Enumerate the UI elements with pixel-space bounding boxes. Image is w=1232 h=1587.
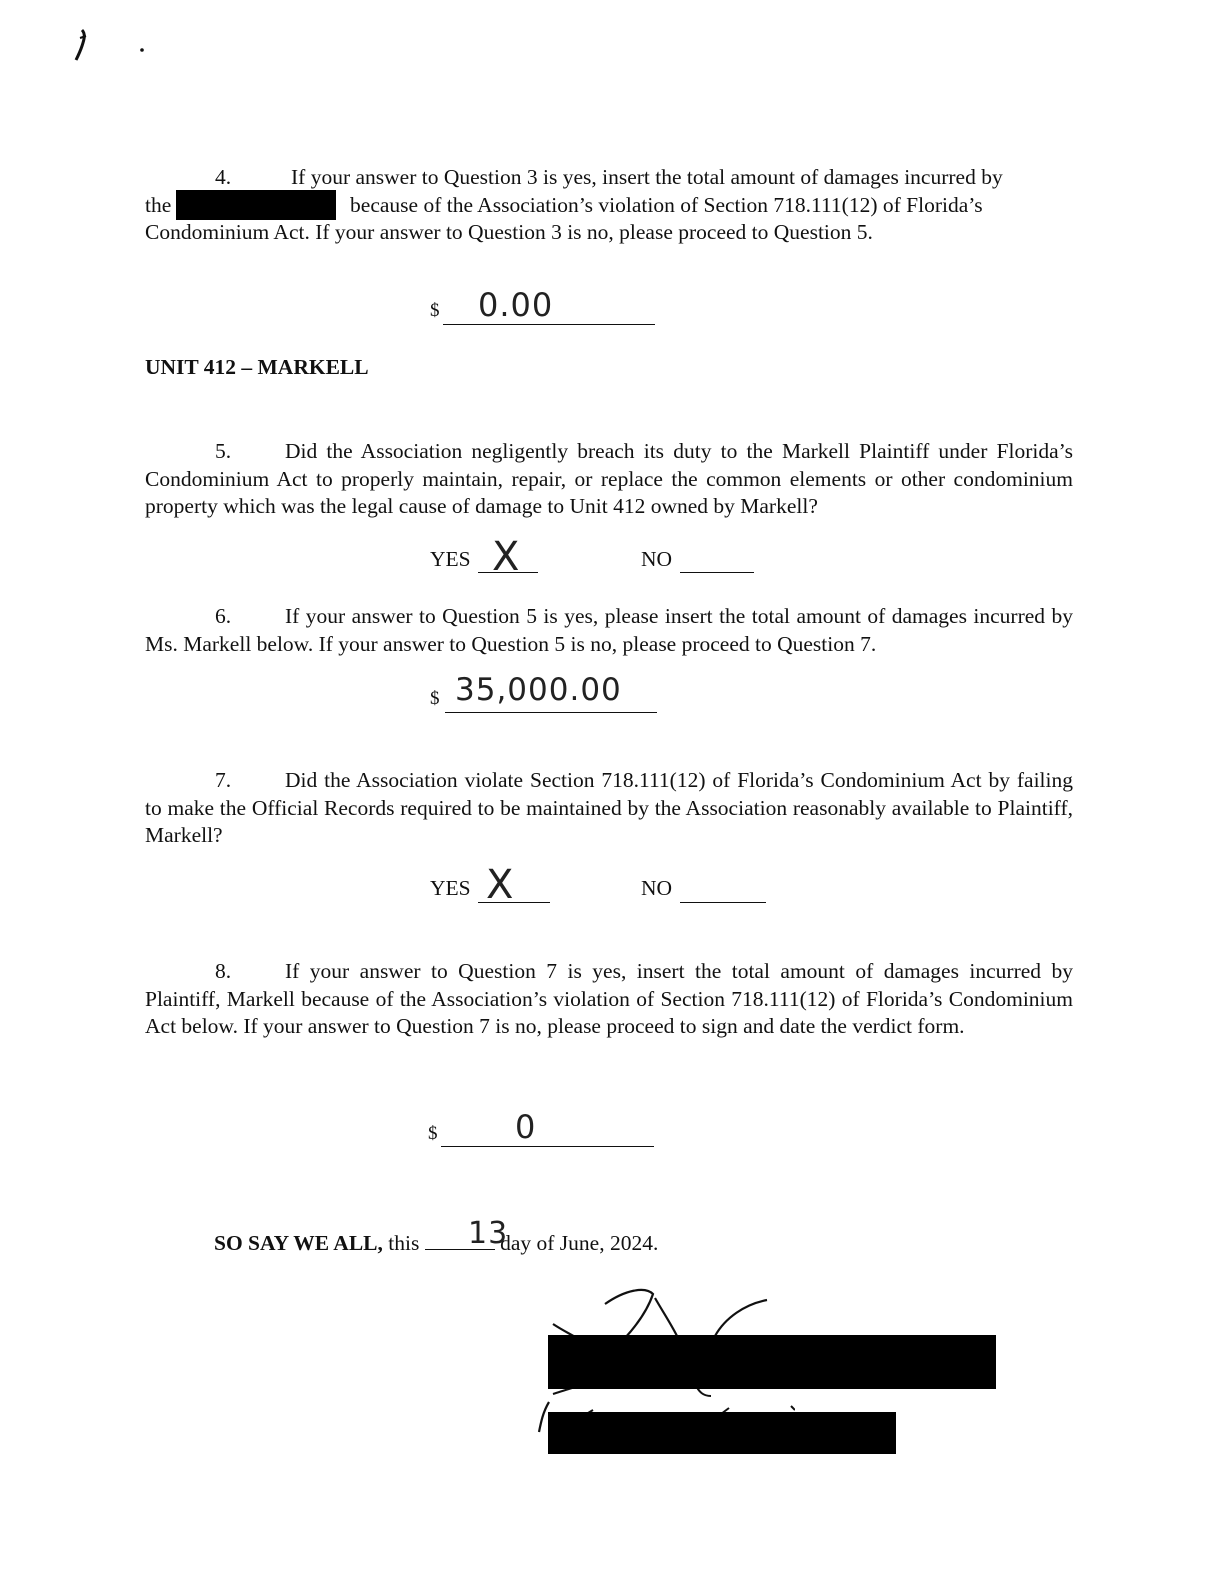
redaction-box-signature-title [548,1412,896,1454]
q8-handwritten-amount: 0 [515,1108,537,1146]
q7-yes-mark: X [486,862,515,908]
question-4-line2-suffix: because of the Association’s violation of Section 718.111(12) of Florida’s [350,192,983,217]
question-4-line1: If your answer to Question 3 is yes, insert the total amount of damages incurred by [291,165,1003,189]
scan-artifact-mark [70,20,160,70]
redaction-box-signature-name [548,1335,996,1389]
q5-yes-mark: X [492,534,521,580]
q7-no-line [680,878,766,903]
q7-no-label: NO [641,876,673,900]
closing-this: this [388,1231,420,1255]
question-5-text: Did the Association negligently breach its duty to the Markell Plaintiff under Florida’s Condominium Act to properly maintain, repair, or replace the common elements or other condominium property which was the legal cause of damage to Unit 412 owned by Markell? [145,439,1073,518]
question-5 [145,438,1073,521]
question-8-text: If your answer to Question 7 is yes, insert the total amount of damages incurred by Plaintiff, Markell because of the Association’s violation of Section 718.111(12) of Florida’s Condominium Act below. If your answer to Question 7 is no, please proceed to sign and date the verdict form. [145,959,1073,1038]
question-6-number: 6. [215,604,232,628]
q5-no-label: NO [641,547,673,571]
unit-412-heading: UNIT 412 – MARKELL [145,355,369,379]
q5-yes-label: YES [430,547,471,571]
question-8-number: 8. [215,959,232,983]
q6-handwritten-amount: 35,000.00 [455,672,622,708]
question-6-text: If your answer to Question 5 is yes, please insert the total amount of damages incurred by Ms. Markell below. If your answer to Question 5 is no, please proceed to Question 7. [145,604,1073,656]
question-4-line3: Condominium Act. If your answer to Question 3 is no, please proceed to Question 5. [145,220,873,244]
question-5-number: 5. [215,439,232,463]
q5-no-line [680,548,754,573]
question-8 [145,958,1073,1041]
question-7-number: 7. [215,768,232,792]
question-7 [145,767,1073,850]
redaction-box [176,190,336,220]
question-7-text: Did the Association violate Section 718.111(12) of Florida’s Condominium Act by failing to make the Official Records required to be maintained by the Association reasonably available to Plaintiff, Markell? [145,768,1073,847]
q8-answer-line [441,1122,654,1147]
closing-line [214,1231,658,1256]
question-4-line2-prefix: the [145,192,172,217]
q4-dollar-sign: $ [430,300,440,321]
q7-yes-label: YES [430,876,471,900]
q4-handwritten-amount: 0.00 [478,286,554,324]
q8-dollar-sign: $ [428,1123,438,1144]
closing-rest: day of June, 2024. [500,1231,659,1255]
question-4-number: 4. [215,165,232,189]
question-6 [145,603,1073,658]
q6-dollar-sign: $ [430,688,440,709]
closing-day-handwritten: 13 [468,1216,509,1251]
closing-lead: SO SAY WE ALL, [214,1231,383,1255]
